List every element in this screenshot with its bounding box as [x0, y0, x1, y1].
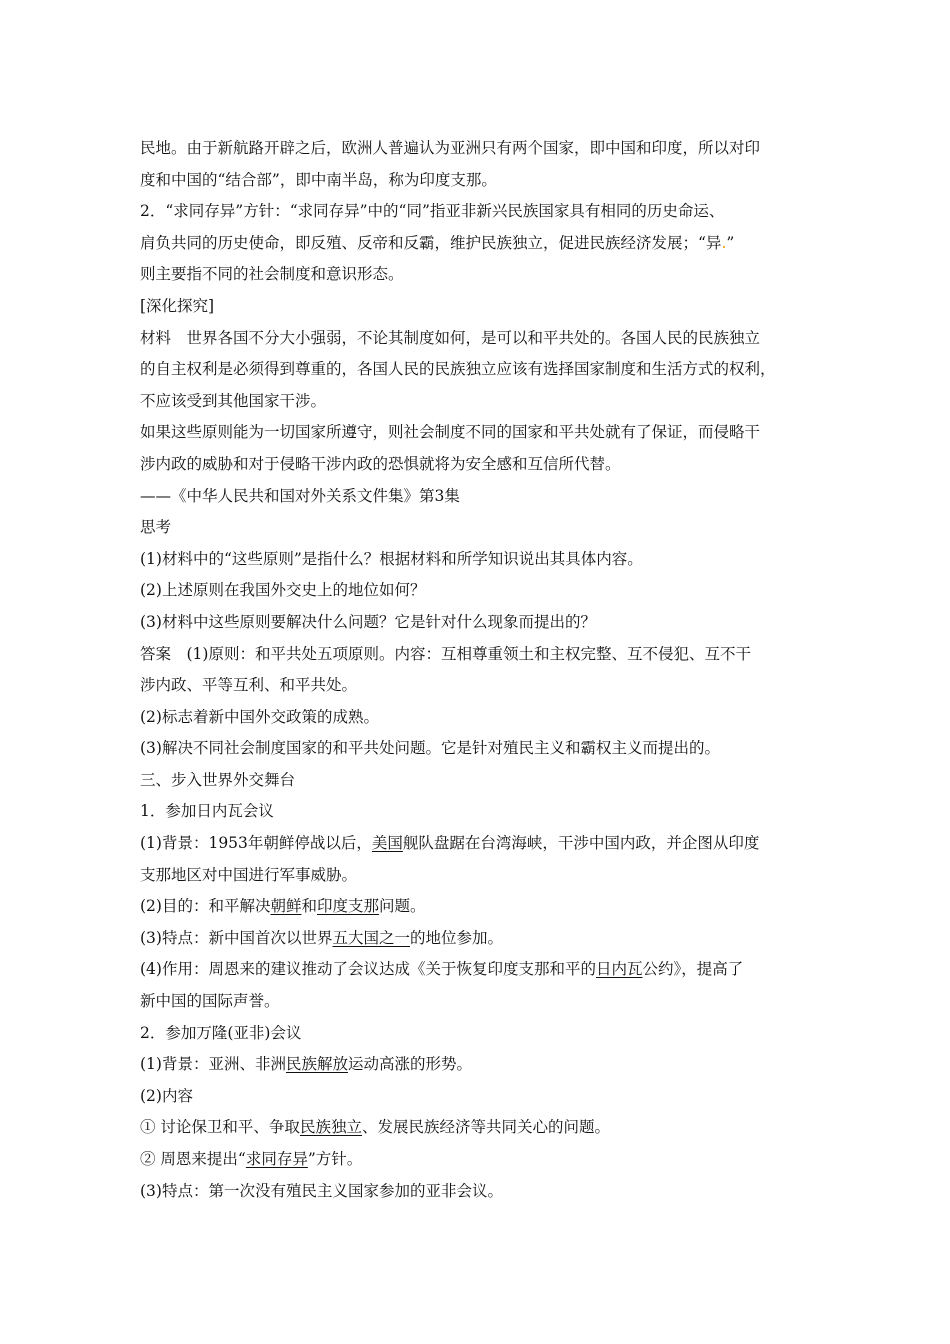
text-segment: 舰队盘踞在台湾海峡，干涉中国内政，并企图从印度 [402, 834, 760, 853]
text-segment: 问题。 [379, 897, 426, 916]
underlined-term: 印度支那 [317, 897, 380, 916]
text-line: (2)内容 [140, 1086, 193, 1105]
text-line [140, 1112, 816, 1144]
text-line: 涉内政的威胁和对于侵略干涉内政的恐惧就将为安全感和互信所代替。 [140, 454, 621, 473]
text-line: 材料 世界各国不分大小强弱，不论其制度如何，是可以和平共处的。各国人民的民族独立 [140, 328, 761, 347]
document-body [140, 133, 816, 1207]
text-line: 民地。由于新航路开辟之后，欧洲人普遍认为亚洲只有两个国家，即中国和印度，所以对印 [140, 139, 761, 157]
question: (1)材料中的“这些原则”是指什么？根据材料和所学知识说出其具体内容。 [140, 549, 643, 568]
subsection-heading: 1．参加日内瓦会议 [140, 802, 274, 821]
text-line [140, 828, 816, 860]
text-segment: ” [726, 233, 735, 252]
section-label: [深化探究] [140, 296, 215, 315]
underlined-term: 民族独立 [299, 1118, 362, 1137]
orange-dot-mark: . [721, 233, 727, 252]
text-segment: 公约》，提高了 [642, 960, 744, 979]
section-label: 思考 [140, 518, 172, 537]
text-segment: ”方针。 [307, 1150, 363, 1168]
text-segment: 运动高涨的形势。 [347, 1055, 472, 1074]
text-segment: (1)背景：亚洲、非洲 [140, 1055, 286, 1074]
text-segment: ② 周恩来提出“ [140, 1150, 246, 1168]
text-line [140, 954, 816, 986]
text-line: 不应该受到其他国家干涉。 [140, 391, 327, 410]
text-segment: ① 讨论保卫和平、争取 [140, 1118, 300, 1137]
text-line: 如果这些原则能为一切国家所遵守，则社会制度不同的国家和平共处就有了保证，而侵略干 [140, 423, 761, 442]
underlined-term: 五大国之一 [332, 928, 410, 947]
text-segment: (1)背景：1953年朝鲜停战以后， [140, 834, 372, 853]
citation: ——《中华人民共和国对外关系文件集》第3集 [140, 486, 460, 505]
underlined-term: 朝鲜 [270, 897, 302, 916]
text-segment: (4)作用：周恩来的建议推动了会议达成《关于恢复印度支那和平的 [140, 960, 596, 979]
underlined-term: 美国 [371, 834, 403, 853]
answer-line: (3)解决不同社会制度国家的和平共处问题。它是针对殖民主义和霸权主义而提出的。 [140, 739, 720, 758]
text-line [140, 228, 816, 260]
text-line: 新中国的国际声誉。 [140, 992, 280, 1011]
text-line: 2．“求同存异”方针：“求同存异”中的“同”指亚非新兴民族国家具有相同的历史命运、 [140, 202, 725, 221]
text-line [140, 1144, 816, 1176]
question: (2)上述原则在我国外交史上的地位如何？ [140, 581, 426, 600]
text-line: 支那地区对中国进行军事威胁。 [140, 865, 358, 884]
question: (3)材料中这些原则要解决什么问题？它是针对什么现象而提出的？ [140, 612, 596, 631]
answer-line: (2)标志着新中国外交政策的成熟。 [140, 707, 379, 726]
text-segment: 和 [301, 897, 317, 916]
text-segment: 、发展民族经济等共同关心的问题。 [361, 1118, 610, 1137]
answer-line: 答案 (1)原则：和平共处五项原则。内容：互相尊重领土和主权完整、互不侵犯、互不干 [140, 644, 751, 663]
text-line: 度和中国的“结合部”，即中南半岛，称为印度支那。 [140, 170, 497, 189]
text-line [140, 891, 816, 923]
text-line [140, 1049, 816, 1081]
text-segment: 的地位参加。 [409, 928, 503, 947]
answer-line: 涉内政、平等互利、和平共处。 [140, 676, 358, 695]
text-line [140, 923, 816, 955]
text-line: 的自主权利是必须得到尊重的，各国人民的民族独立应该有选择国家制度和生活方式的权利， [140, 360, 776, 379]
underlined-term: 日内瓦 [595, 960, 643, 979]
text-segment: (2)目的：和平解决 [140, 897, 271, 916]
text-line: 则主要指不同的社会制度和意识形态。 [140, 265, 404, 284]
text-segment: (3)特点：新中国首次以世界 [140, 928, 333, 947]
text-segment: 肩负共同的历史使命，即反殖、反帝和反霸，维护民族独立，促进民族经济发展；“异 [140, 233, 722, 252]
text-line: (3)特点：第一次没有殖民主义国家参加的亚非会议。 [140, 1181, 503, 1200]
underlined-term: 求同存异 [245, 1150, 308, 1168]
section-heading: 三、步入世界外交舞台 [140, 770, 296, 789]
subsection-heading: 2．参加万隆(亚非)会议 [140, 1023, 302, 1042]
underlined-term: 民族解放 [285, 1055, 348, 1074]
